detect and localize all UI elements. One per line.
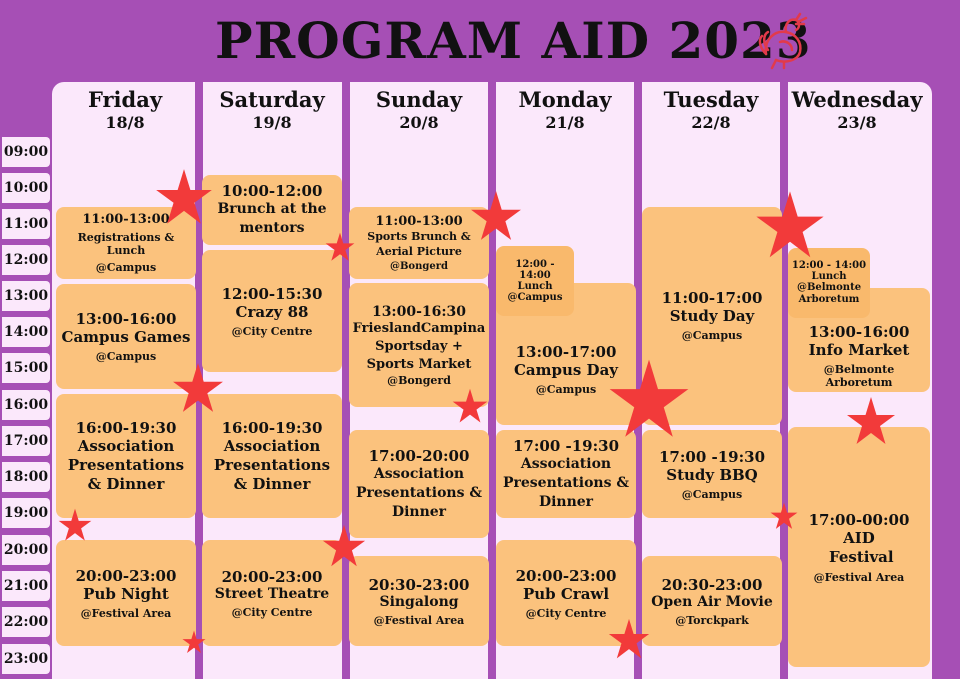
day-date: 23/8 xyxy=(837,113,877,132)
day-name: Saturday xyxy=(219,87,325,112)
time-label: 15:00 xyxy=(2,353,50,383)
event-location: @Belmonte Arboretum xyxy=(796,282,862,305)
red-star-icon xyxy=(846,396,896,446)
event-time: 11:00-17:00 xyxy=(661,289,763,307)
day-header-saturday xyxy=(199,86,345,132)
time-label: 14:00 xyxy=(2,317,50,347)
event-title: Association Presentations & Dinner xyxy=(355,465,482,520)
event-location: @Campus xyxy=(95,350,157,363)
day-header-friday xyxy=(52,86,198,132)
event-block[interactable] xyxy=(496,246,574,316)
event-location: @Campus xyxy=(95,261,157,274)
time-label: 19:00 xyxy=(2,498,50,528)
event-title: Lunch xyxy=(517,281,553,292)
event-time: 10:00-12:00 xyxy=(221,182,323,200)
red-star-icon xyxy=(755,190,825,260)
column-divider xyxy=(488,82,496,679)
day-date: 19/8 xyxy=(252,113,292,132)
event-block[interactable] xyxy=(349,556,489,646)
day-date: 21/8 xyxy=(545,113,585,132)
event-title: Pub Night xyxy=(83,584,169,603)
red-star-icon xyxy=(770,502,798,530)
event-time: 12:00-15:30 xyxy=(221,284,323,303)
event-time: 16:00-19:30 xyxy=(75,418,177,437)
event-location: @Bongerd xyxy=(387,373,451,387)
event-time: 20:30-23:00 xyxy=(368,575,470,594)
event-block[interactable] xyxy=(496,430,636,518)
event-location: @Campus xyxy=(535,382,597,396)
event-location: @City Centre xyxy=(231,605,313,619)
event-title: Brunch at the mentors xyxy=(217,201,327,236)
event-time: 16:00-19:30 xyxy=(221,418,323,437)
day-header-tuesday xyxy=(638,86,784,132)
day-name: Sunday xyxy=(375,87,463,112)
event-time: 12:00 - 14:00 xyxy=(791,260,867,271)
event-location: @Festival Area xyxy=(373,613,465,627)
event-time: 17:00-20:00 xyxy=(368,446,470,465)
event-title: AID Festival xyxy=(829,528,894,566)
event-time: 13:00-16:00 xyxy=(808,323,910,341)
event-location: @City Centre xyxy=(525,606,607,620)
time-label: 13:00 xyxy=(2,281,50,311)
day-name: Tuesday xyxy=(663,87,759,112)
time-label: 23:00 xyxy=(2,644,50,674)
event-block[interactable] xyxy=(349,430,489,538)
day-date: 18/8 xyxy=(105,113,145,132)
event-block[interactable] xyxy=(56,540,196,646)
event-title: Street Theatre xyxy=(214,585,330,602)
event-location: @Campus xyxy=(507,292,563,303)
page-title: PROGRAM AID 2023 xyxy=(215,11,812,70)
event-time: 17:00-00:00 xyxy=(808,510,910,529)
event-block[interactable] xyxy=(202,175,342,245)
event-title: Study BBQ xyxy=(666,465,758,484)
day-name: Monday xyxy=(518,87,612,112)
event-block[interactable] xyxy=(642,430,782,518)
event-block[interactable] xyxy=(349,207,489,279)
time-label: 12:00 xyxy=(2,245,50,275)
event-title: FrieslandCampina Sportsday + Sports Market xyxy=(352,320,486,372)
event-time: 17:00 -19:30 xyxy=(512,436,620,455)
red-star-icon xyxy=(608,358,690,440)
event-title: Study Day xyxy=(669,307,755,325)
time-label: 10:00 xyxy=(2,173,50,203)
red-star-icon xyxy=(182,630,206,654)
event-block[interactable] xyxy=(202,250,342,372)
red-star-icon xyxy=(172,362,224,414)
day-header-monday xyxy=(492,86,638,132)
day-date: 20/8 xyxy=(399,113,439,132)
day-header-wednesday xyxy=(784,86,930,132)
time-label: 11:00 xyxy=(2,209,50,239)
event-title: Open Air Movie xyxy=(651,593,773,610)
day-name: Wednesday xyxy=(791,87,923,112)
event-title: Campus Day xyxy=(513,360,619,379)
event-block[interactable] xyxy=(642,556,782,646)
red-star-icon xyxy=(608,618,650,660)
event-time: 13:00-16:00 xyxy=(75,310,177,328)
event-title: Association Presentations & Dinner xyxy=(502,455,629,510)
red-star-icon xyxy=(325,232,355,262)
time-label: 17:00 xyxy=(2,426,50,456)
time-label: 16:00 xyxy=(2,390,50,420)
event-time: 13:00-17:00 xyxy=(515,342,617,361)
day-date: 22/8 xyxy=(691,113,731,132)
event-block[interactable] xyxy=(202,540,342,646)
event-title: Lunch xyxy=(811,271,847,282)
time-label: 21:00 xyxy=(2,571,50,601)
event-block[interactable] xyxy=(788,427,930,667)
event-time: 11:00-13:00 xyxy=(82,212,170,227)
event-location: @Festival Area xyxy=(80,606,172,620)
event-title: Pub Crawl xyxy=(522,584,610,603)
event-location: @Belmonte Arboretum xyxy=(823,363,895,389)
time-column xyxy=(0,137,52,679)
time-label: 18:00 xyxy=(2,462,50,492)
time-label: 20:00 xyxy=(2,535,50,565)
event-title: Crazy 88 xyxy=(235,302,309,321)
event-time: 20:00-23:00 xyxy=(221,567,323,586)
event-location: @Campus xyxy=(681,487,743,501)
event-time: 20:00-23:00 xyxy=(75,566,177,585)
event-title: Association Presentations & Dinner xyxy=(67,436,185,493)
red-star-icon xyxy=(58,508,92,542)
time-label: 09:00 xyxy=(2,137,50,167)
event-location: @Torckpark xyxy=(675,613,749,627)
event-time: 11:00-13:00 xyxy=(375,214,463,229)
red-star-icon xyxy=(452,388,488,424)
event-time: 17:00 -19:30 xyxy=(658,447,766,466)
event-time: 20:00-23:00 xyxy=(515,566,617,585)
event-title: Sports Brunch & Aerial Picture xyxy=(367,230,471,258)
event-location: @City Centre xyxy=(231,324,313,338)
event-title: Association Presentations & Dinner xyxy=(213,436,331,493)
event-location: @Festival Area xyxy=(813,570,905,584)
event-title: Info Market xyxy=(808,341,910,359)
day-name: Friday xyxy=(87,87,163,112)
event-location: @Bongerd xyxy=(389,261,448,272)
event-location: @Campus xyxy=(681,329,743,342)
day-header-sunday xyxy=(346,86,492,132)
event-title: Campus Games xyxy=(61,328,191,346)
event-title: Registrations & Lunch xyxy=(77,231,175,257)
red-star-icon xyxy=(322,524,366,568)
red-star-icon xyxy=(470,190,522,242)
time-label: 22:00 xyxy=(2,607,50,637)
red-star-icon xyxy=(155,168,213,226)
event-title: Singalong xyxy=(379,593,459,610)
event-time: 13:00-16:30 xyxy=(371,303,467,320)
rooster-logo-icon xyxy=(756,10,818,70)
event-time: 20:30-23:00 xyxy=(661,575,763,594)
event-time: 12:00 - 14:00 xyxy=(515,259,555,281)
